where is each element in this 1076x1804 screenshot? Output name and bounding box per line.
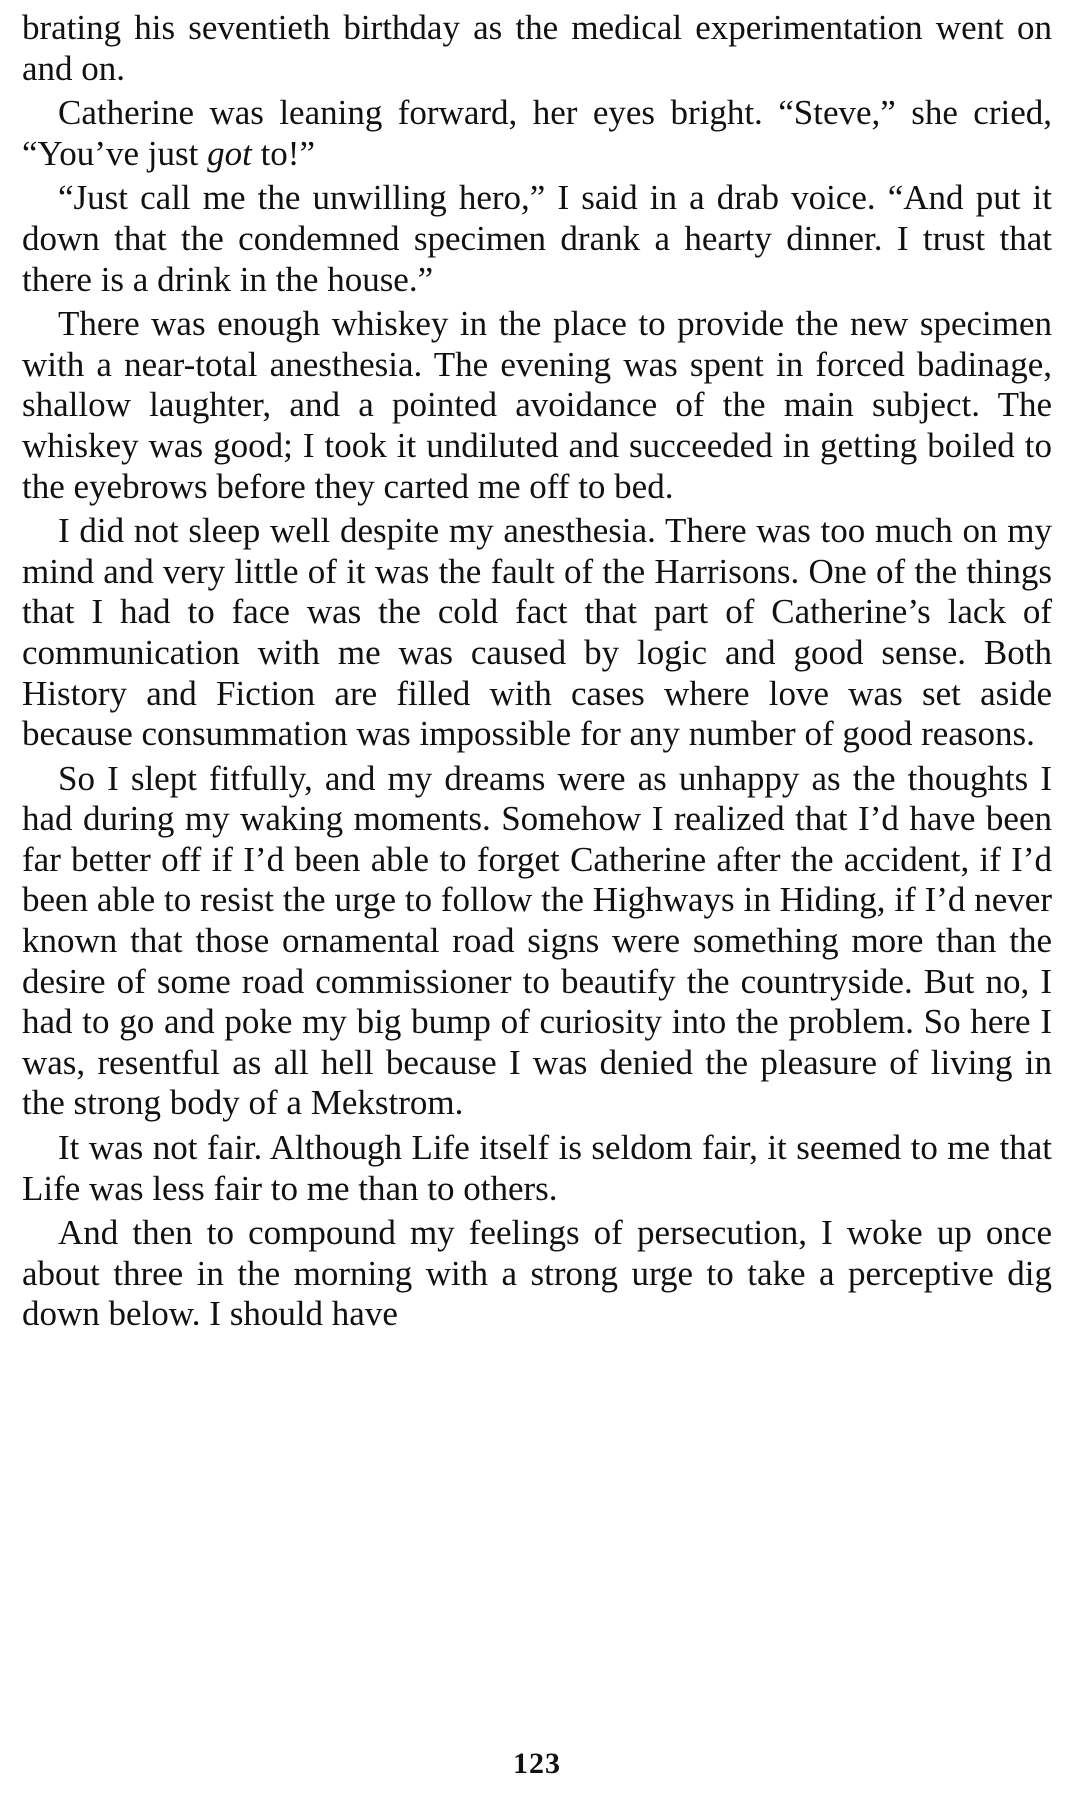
paragraph-unwilling-hero: “Just call me the unwilling hero,” I said in a drab voice. “And put it down that the condemned specimen drank a hearty dinner. I trust that there is a drink in the house.” — [22, 178, 1052, 299]
emphasis-got: got — [207, 133, 252, 173]
page-number: 123 — [513, 1747, 561, 1780]
paragraph-not-fair: It was not fair. Although Life itself is seldom fair, it seemed to me that Life was less fair to me than to others. — [22, 1128, 1052, 1208]
paragraph-text-after-emphasis: to!” — [251, 133, 315, 173]
paragraph-slept-fitfully: So I slept fitfully, and my dreams were as unhappy as the thoughts I had during my waking moments. Somehow I realized that I’d have been far better off if I’d been able to forget Catherine after the accident, if I’d been able to resist the urge to follow the Highways in Hiding, if I’d never known that those ornamental road signs were something more than the desire of some road commissioner to beautify the countryside. But no, I had to go and poke my big bump of curiosity into the problem. So here I was, resentful as all hell because I was denied the pleasure of living in the strong body of a Mekstrom. — [22, 758, 1052, 1123]
paragraph-text-before-emphasis: Catherine was leaning forward, her eyes bright. “Steve,” she cried, “You’ve just — [22, 93, 1052, 173]
book-page — [22, 8, 1052, 1798]
paragraph-did-not-sleep: I did not sleep well despite my anesthesia. There was too much on my mind and very little of it was the fault of the Harrisons. One of the things that I had to face was the cold fact that part of Catherine’s lack of communication with me was caused by logic and good sense. Both History and Fiction are filled with cases where love was set aside because consummation was impossible for any number of good reasons. — [22, 511, 1052, 754]
paragraph-whiskey: There was enough whiskey in the place to provide the new specimen with a near-total anesthesia. The evening was spent in forced badinage, shallow laughter, and a pointed avoidance of the main subject. The whiskey was good; I took it undiluted and succeeded in getting boiled to the eyebrows before they carted me off to bed. — [22, 304, 1052, 506]
paragraph-persecution: And then to compound my feelings of persecution, I woke up once about three in the morning with a strong urge to take a perceptive dig down below. I should have — [22, 1213, 1052, 1334]
paragraph-catherine-leaning — [22, 93, 1052, 174]
paragraph-continued: brating his seventieth birthday as the medical experimentation went on and on. — [22, 8, 1052, 88]
